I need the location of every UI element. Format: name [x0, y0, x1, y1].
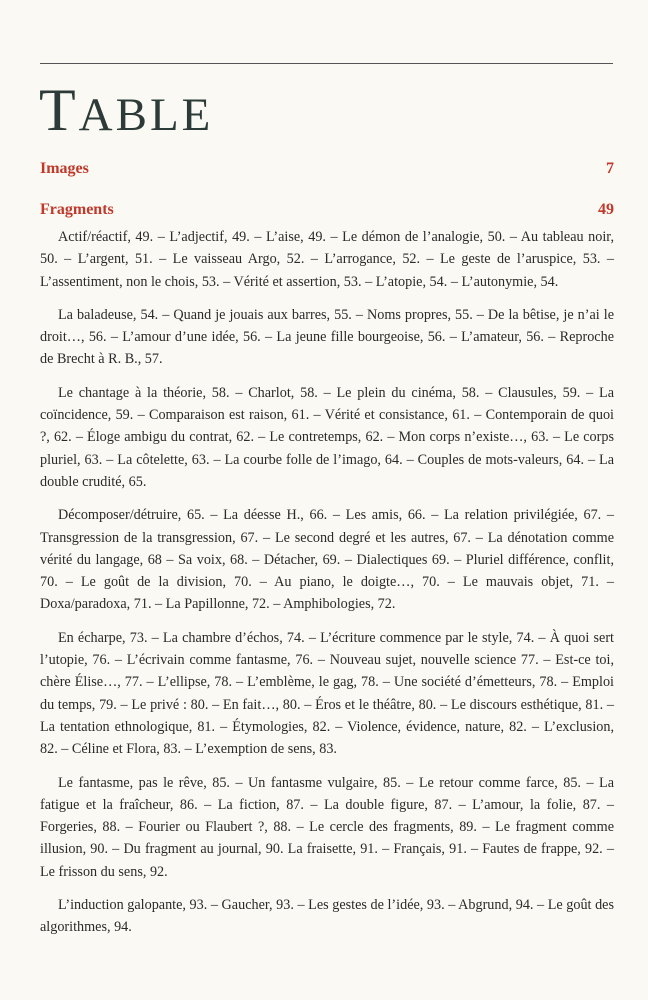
top-rule	[40, 63, 613, 64]
title-initial: T	[39, 77, 79, 143]
section-images[interactable]	[40, 160, 614, 178]
entry-paragraph: La baladeuse, 54. – Quand je jouais aux barres, 55. – Noms propres, 55. – De la bêtise, je n’ai le droit…, 56. – L’amour d’une idée, 56. – La jeune fille bourgeoise, 56. – L’amateur, 56. – Reproche de Brecht à R. B., 57.	[40, 306, 614, 368]
entry-paragraph: L’induction galopante, 93. – Gaucher, 93. – Les gestes de l’idée, 93. – Abgrund, 94. – Le goût des algorithmes, 94.	[40, 897, 614, 936]
entry-paragraph: Actif/réactif, 49. – L’adjectif, 49. – L’aise, 49. – Le démon de l’analogie, 50. – Au tableau noir, 50. – L’argent, 51. – Le vaisseau Argo, 52. – L’arrogance, 52. – Le geste de l’aruspice, 53. – L’assentiment, non le chois, 53. – Vérité et assertion, 53. – L’atopie, 54. – L’autonymie, 54.	[40, 229, 614, 290]
section-label: Fragments	[40, 201, 114, 218]
entry-paragraph: En écharpe, 73. – La chambre d’échos, 74. – L’écriture commence par le style, 74. – À quoi sert l’utopie, 76. – L’écrivain comme fantasme, 76. – Nouveau sujet, nouvelle science 77. – Est-ce toi, chère Élise…, 77. – L’ellipse, 78. – L’emblème, le gag, 78. – Une société d’émetteurs, 78. – Emploi du temps, 79. – Le privé : 80. – En fait…, 80. – Éros et le théâtre, 80. – Le discours esthétique, 81. – La tentation ethnologique, 81. – Étymologies, 82. – Violence, évidence, nature, 82. – L’exclusion, 82. – Céline et Flora, 83. – L’exemption de sens, 83.	[40, 629, 614, 758]
section-fragments[interactable]	[40, 201, 614, 219]
page-title	[39, 77, 214, 143]
section-label: Images	[40, 160, 89, 177]
section-page: 49	[598, 201, 614, 218]
fragments-list	[40, 226, 614, 950]
entry-paragraph: Le fantasme, pas le rêve, 85. – Un fantasme vulgaire, 85. – Le retour comme farce, 85. – La fatigue et la fraîcheur, 86. – La fiction, 87. – La double figure, 87. – L’amour, la folie, 87. – Forgeries, 88. – Fourier ou Flaubert ?, 88. – Le cercle des fragments, 89. – Le fragment comme illusion, 90. – Du fragment au journal, 90. La fraisette, 91. – Français, 91. – Fautes de frappe, 92. – Le frisson du sens, 92.	[40, 774, 614, 880]
title-rest: ABLE	[78, 89, 214, 141]
section-page: 7	[606, 160, 614, 177]
entry-paragraph: Décomposer/détruire, 65. – La déesse H., 66. – Les amis, 66. – La relation privilégiée, 67. – Transgression de la transgression, 67. – Le second degré et les autres, 67. – La dénotation comme vérité du langage, 68 – Sa voix, 68. – Détacher, 69. – Dialectiques 69. – Pluriel différence, conflit, 70. – Le goût de la division, 70. – Au piano, le doigte…, 70. – Le mauvais objet, 71. – Doxa/paradoxa, 71. – La Papillonne, 72. – Amphibologies, 72.	[40, 507, 614, 613]
entry-paragraph: Le chantage à la théorie, 58. – Charlot, 58. – Le plein du cinéma, 58. – Clausules, 59. – La coïncidence, 59. – Comparaison est raison, 61. – Vérité et consistance, 61. – Contemporain de quoi ?, 62. – Éloge ambigu du contrat, 62. – Le contretemps, 62. – Mon corps n’existe…, 63. – Le corps pluriel, 63. – La côtelette, 63. – La courbe folle de l’imago, 64. – Couples de mots-valeurs, 64. – La double crudité, 65.	[40, 384, 614, 490]
